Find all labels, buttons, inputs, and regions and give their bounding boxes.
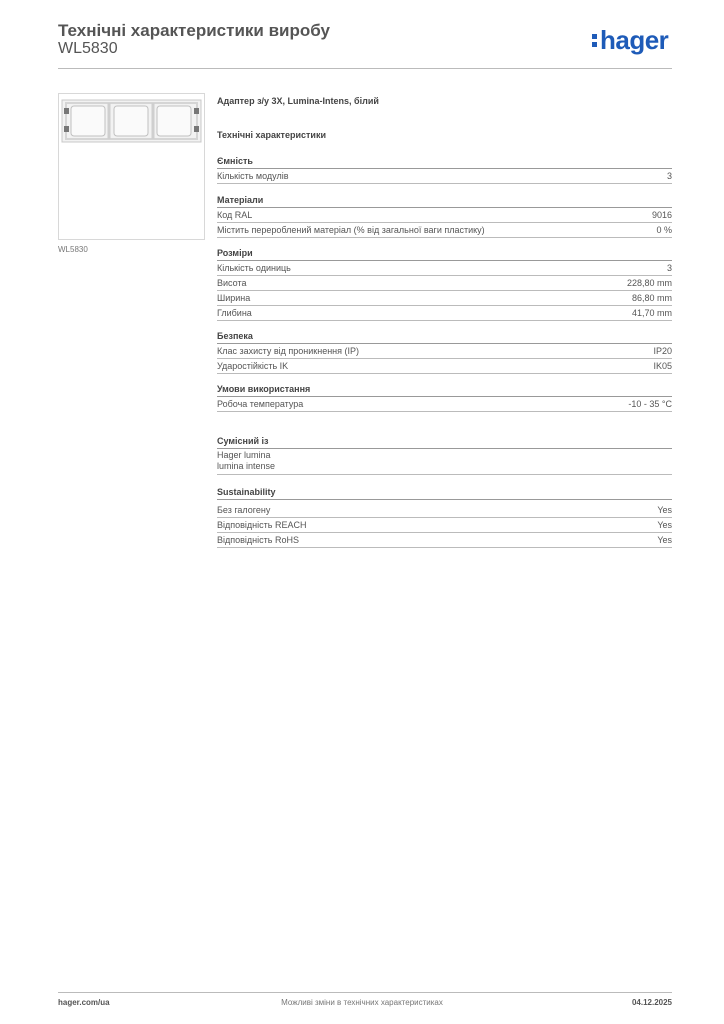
spec-label: Код RAL	[217, 210, 253, 220]
spec-label: Клас захисту від проникнення (IP)	[217, 346, 360, 356]
footer-divider	[58, 992, 672, 993]
spec-row	[217, 359, 672, 374]
spec-label: Ударостійкість IK	[217, 361, 289, 371]
product-code: WL5830	[58, 40, 118, 57]
spec-heading: Технічні характеристики	[217, 130, 326, 140]
section-compatible	[217, 435, 672, 475]
spec-value: IK05	[653, 361, 672, 371]
website-link[interactable]: hager.com/ua	[58, 998, 110, 1007]
image-caption: WL5830	[58, 245, 88, 254]
header-divider	[58, 68, 672, 69]
spec-value: Yes	[657, 535, 672, 545]
compatible-list	[217, 449, 672, 475]
section-title: Розміри	[217, 247, 672, 261]
section-capacity	[217, 155, 672, 184]
wall-adapter-frame-icon	[59, 94, 204, 239]
spec-row	[217, 261, 672, 276]
logo-text: hager	[600, 25, 669, 55]
spec-row	[217, 291, 672, 306]
section-dimensions	[217, 247, 672, 321]
spec-value: 9016	[651, 210, 672, 220]
footer-date: 04.12.2025	[631, 998, 672, 1007]
spec-value: 0 %	[656, 225, 672, 235]
spec-label: Відповідність RoHS	[217, 535, 299, 545]
spec-value: IP20	[653, 346, 672, 356]
spec-label: Без галогену	[217, 505, 271, 515]
spec-label: Висота	[217, 278, 247, 288]
spec-row	[217, 518, 672, 533]
spec-label: Ширина	[217, 293, 251, 303]
spec-row	[217, 276, 672, 291]
spec-row	[217, 503, 672, 518]
section-materials	[217, 194, 672, 238]
section-title: Матеріали	[217, 194, 672, 208]
spec-label: Кількість модулів	[217, 171, 289, 181]
section-title: Безпека	[217, 330, 672, 344]
section-title: Умови використання	[217, 383, 672, 397]
logo-dots-icon	[592, 31, 597, 50]
spec-row	[217, 223, 672, 238]
list-item: Hager lumina	[217, 450, 271, 460]
spec-value: Yes	[657, 520, 672, 530]
spec-label: Містить перероблений матеріал (% від загальної ваги пластику)	[217, 225, 485, 235]
spec-row	[217, 344, 672, 359]
section-sustainability	[217, 486, 672, 548]
footer-disclaimer: Можливі зміни в технічних характеристиках	[281, 998, 443, 1007]
spec-row	[217, 169, 672, 184]
spec-label: Глибина	[217, 308, 252, 318]
spec-row	[217, 208, 672, 223]
product-name: Адаптер з/у 3X, Lumina-Intens, білий	[217, 96, 379, 106]
product-image	[58, 93, 205, 240]
section-title: Sustainability	[217, 486, 672, 500]
spec-label: Відповідність REACH	[217, 520, 307, 530]
list-item: lumina intense	[217, 461, 276, 471]
spec-value: 3	[666, 263, 672, 273]
page-title: Технічні характеристики виробу	[58, 21, 330, 40]
section-title: Ємність	[217, 155, 672, 169]
section-safety	[217, 330, 672, 374]
spec-value: 86,80 mm	[631, 293, 672, 303]
spec-value: -10 - 35 °C	[628, 399, 672, 409]
spec-value: 228,80 mm	[626, 278, 672, 288]
spec-row	[217, 397, 672, 412]
spec-value: 41,70 mm	[631, 308, 672, 318]
section-usage	[217, 383, 672, 412]
spec-row	[217, 306, 672, 321]
spec-value: 3	[666, 171, 672, 181]
hager-logo[interactable]	[592, 26, 668, 54]
spec-row	[217, 533, 672, 548]
section-title: Сумісний із	[217, 435, 672, 449]
spec-value: Yes	[657, 505, 672, 515]
spec-label: Робоча температура	[217, 399, 304, 409]
spec-label: Кількість одиниць	[217, 263, 291, 273]
